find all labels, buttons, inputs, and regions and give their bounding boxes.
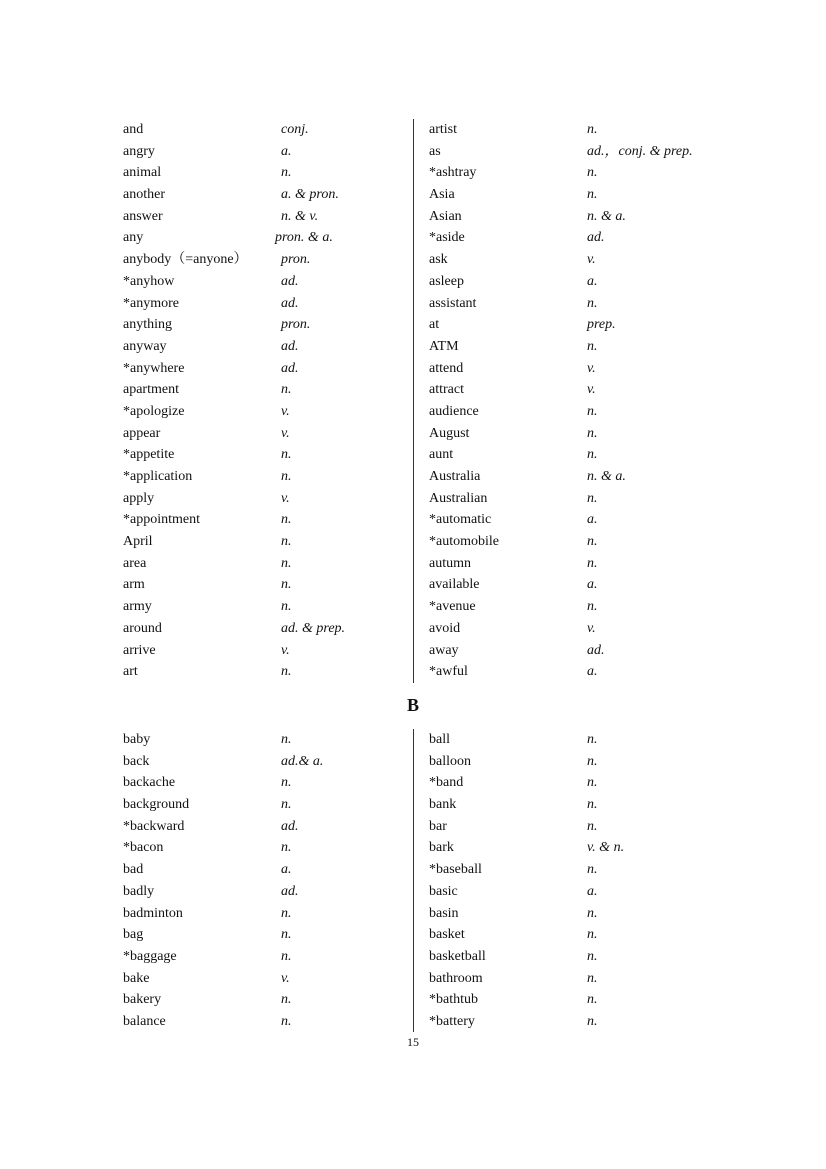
entry-word: anything xyxy=(123,317,172,333)
entry-row xyxy=(429,379,719,401)
part-of-speech: ad. xyxy=(281,338,299,354)
part-of-speech: n. xyxy=(281,1013,292,1029)
part-of-speech: ad. xyxy=(281,818,299,834)
entry-word: any xyxy=(123,230,144,246)
part-of-speech: n. xyxy=(281,797,292,813)
part-of-speech: a. xyxy=(587,273,598,289)
entry-word: Asia xyxy=(429,187,455,203)
part-of-speech: n. xyxy=(587,992,598,1008)
entry-word: answer xyxy=(123,208,163,224)
entry-row xyxy=(123,336,403,358)
entry-row xyxy=(123,227,403,249)
entry-row xyxy=(429,227,719,249)
right-column xyxy=(429,729,719,1033)
entry-row xyxy=(123,423,403,445)
entry-row xyxy=(123,903,403,925)
part-of-speech: n. xyxy=(587,338,598,354)
entry-row xyxy=(123,661,403,683)
entry-word: bakery xyxy=(123,992,162,1008)
part-of-speech: n. xyxy=(587,599,598,615)
entry-word: *anyhow xyxy=(123,273,175,289)
part-of-speech: n. xyxy=(587,295,598,311)
entry-row xyxy=(123,924,403,946)
entry-word: around xyxy=(123,620,162,636)
entry-word: apply xyxy=(123,490,155,506)
entry-row xyxy=(429,924,719,946)
entry-word: army xyxy=(123,599,152,615)
entry-word: *bacon xyxy=(123,840,164,856)
part-of-speech: n. xyxy=(587,1013,598,1029)
part-of-speech: n. xyxy=(587,818,598,834)
entry-word: *bathtub xyxy=(429,992,478,1008)
entry-word: another xyxy=(123,187,165,203)
part-of-speech: n. xyxy=(281,775,292,791)
entry-word: balance xyxy=(123,1013,166,1029)
entry-row xyxy=(123,401,403,423)
entry-word: *appetite xyxy=(123,447,175,463)
entry-word: balloon xyxy=(429,753,471,769)
entry-word: and xyxy=(123,122,144,137)
part-of-speech: n. xyxy=(587,534,598,550)
entry-row xyxy=(429,729,719,751)
entry-row xyxy=(429,119,719,141)
entry-word: apartment xyxy=(123,382,179,398)
entry-row xyxy=(123,119,403,141)
entry-row xyxy=(429,596,719,618)
part-of-speech: ad. xyxy=(587,642,605,658)
entry-row xyxy=(123,1011,403,1033)
part-of-speech: n. xyxy=(281,577,292,593)
entry-word: *apologize xyxy=(123,403,185,419)
entry-row xyxy=(123,488,403,510)
part-of-speech: n. xyxy=(281,599,292,615)
part-of-speech: ad. xyxy=(281,883,299,899)
entry-row xyxy=(429,271,719,293)
entry-word: available xyxy=(429,577,480,593)
entry-row xyxy=(429,751,719,773)
entry-row xyxy=(123,141,403,163)
entry-word: August xyxy=(429,425,470,441)
entry-word: baby xyxy=(123,732,151,747)
part-of-speech: a. xyxy=(281,143,292,159)
part-of-speech: n. xyxy=(281,382,292,398)
entry-word: badminton xyxy=(123,905,183,921)
entry-row xyxy=(123,946,403,968)
part-of-speech: n. xyxy=(587,775,598,791)
entry-row xyxy=(123,640,403,662)
left-column xyxy=(123,119,403,683)
part-of-speech: n. xyxy=(281,555,292,571)
part-of-speech: v. xyxy=(281,490,290,506)
entry-word: basket xyxy=(429,927,465,943)
entry-word: basic xyxy=(429,883,458,899)
entry-row xyxy=(429,206,719,228)
entry-row xyxy=(429,661,719,683)
entry-row xyxy=(429,358,719,380)
entry-row xyxy=(429,249,719,271)
entry-row xyxy=(123,989,403,1011)
column-divider xyxy=(413,119,414,683)
entry-word: back xyxy=(123,753,150,769)
entry-word: aunt xyxy=(429,447,454,463)
part-of-speech: n. xyxy=(281,165,292,181)
entry-row xyxy=(429,989,719,1011)
part-of-speech: pron. xyxy=(281,252,311,268)
entry-row xyxy=(123,729,403,751)
entry-word: angry xyxy=(123,143,155,159)
entry-word: audience xyxy=(429,403,479,419)
part-of-speech: pron. xyxy=(281,317,311,333)
part-of-speech: n. xyxy=(281,948,292,964)
column-divider xyxy=(413,729,414,1032)
entry-word: Australia xyxy=(429,469,481,484)
part-of-speech: n. xyxy=(587,862,598,878)
part-of-speech: n. xyxy=(587,447,598,463)
entry-word: bad xyxy=(123,862,144,878)
entry-word: area xyxy=(123,555,147,571)
part-of-speech: a. xyxy=(587,512,598,528)
entry-word: *backward xyxy=(123,818,185,834)
entry-word: background xyxy=(123,797,190,813)
entry-row xyxy=(123,379,403,401)
entry-row xyxy=(429,618,719,640)
entry-word: ball xyxy=(429,732,450,747)
entry-row xyxy=(123,794,403,816)
part-of-speech: n. xyxy=(281,992,292,1008)
entry-row xyxy=(123,444,403,466)
part-of-speech: n. xyxy=(587,187,598,203)
right-column xyxy=(429,119,719,683)
entry-row xyxy=(429,816,719,838)
entry-word: ask xyxy=(429,252,448,268)
part-of-speech: n. xyxy=(587,905,598,921)
entry-word: animal xyxy=(123,165,162,181)
part-of-speech: n. xyxy=(587,490,598,506)
entry-word: *ashtray xyxy=(429,165,477,181)
entry-word: *anywhere xyxy=(123,360,185,376)
part-of-speech: v. xyxy=(587,620,596,636)
part-of-speech: ad. xyxy=(281,360,299,376)
entry-word: *awful xyxy=(429,664,468,680)
entry-word: anybody（=anyone） xyxy=(123,252,248,268)
entry-row xyxy=(429,401,719,423)
part-of-speech: a. xyxy=(587,883,598,899)
part-of-speech: n. xyxy=(587,927,598,943)
entry-row xyxy=(123,837,403,859)
entry-row xyxy=(123,881,403,903)
part-of-speech: n. xyxy=(281,664,292,680)
entry-word: away xyxy=(429,642,459,658)
part-of-speech: prep. xyxy=(587,317,616,333)
section-heading-b: B xyxy=(406,695,419,715)
part-of-speech: conj. xyxy=(281,122,309,137)
entry-word: *avenue xyxy=(429,599,476,615)
part-of-speech: n. xyxy=(587,555,598,571)
entry-word: basin xyxy=(429,905,459,921)
entry-word: bar xyxy=(429,818,447,834)
entry-word: basketball xyxy=(429,948,486,964)
entry-row xyxy=(123,751,403,773)
entry-row xyxy=(429,881,719,903)
part-of-speech: n. xyxy=(281,840,292,856)
part-of-speech: n. xyxy=(587,403,598,419)
entry-word: artist xyxy=(429,122,457,137)
part-of-speech: n. xyxy=(587,425,598,441)
entry-word: assistant xyxy=(429,295,477,311)
part-of-speech: n. xyxy=(281,447,292,463)
part-of-speech: v. xyxy=(281,403,290,419)
entry-row xyxy=(429,293,719,315)
entry-row xyxy=(123,206,403,228)
entry-row xyxy=(123,618,403,640)
entry-row xyxy=(123,531,403,553)
part-of-speech: ad. xyxy=(587,230,605,246)
entry-row xyxy=(429,1011,719,1033)
entry-row xyxy=(429,314,719,336)
part-of-speech: n. xyxy=(587,732,598,747)
page-number: 15 xyxy=(407,1035,419,1049)
part-of-speech: a. xyxy=(281,862,292,878)
entry-word: *baseball xyxy=(429,862,482,878)
entry-word: Australian xyxy=(429,490,488,506)
part-of-speech: n. xyxy=(587,797,598,813)
entry-row xyxy=(429,794,719,816)
entry-row xyxy=(123,293,403,315)
part-of-speech: n. & a. xyxy=(587,208,626,224)
entry-word: *automatic xyxy=(429,512,492,528)
part-of-speech: ad. & prep. xyxy=(281,620,346,636)
part-of-speech: n. xyxy=(281,905,292,921)
part-of-speech: a. & pron. xyxy=(281,187,339,203)
entry-word: April xyxy=(123,534,153,550)
entry-row xyxy=(123,509,403,531)
entry-row xyxy=(123,271,403,293)
part-of-speech: ad. xyxy=(281,295,299,311)
entry-word: badly xyxy=(123,883,155,899)
part-of-speech: v. xyxy=(587,360,596,376)
part-of-speech: ad.& a. xyxy=(281,753,324,769)
entry-row xyxy=(429,968,719,990)
part-of-speech: n. xyxy=(587,753,598,769)
entry-row xyxy=(429,488,719,510)
part-of-speech: n. xyxy=(587,970,598,986)
entry-word: *baggage xyxy=(123,948,177,964)
entry-word: attract xyxy=(429,382,464,398)
part-of-speech: ad.，conj. & prep. xyxy=(587,143,693,159)
entry-row xyxy=(123,358,403,380)
part-of-speech: n. & a. xyxy=(587,469,626,484)
entry-word: *aside xyxy=(429,230,465,246)
entry-row xyxy=(429,444,719,466)
entry-row xyxy=(429,141,719,163)
part-of-speech: n. xyxy=(281,927,292,943)
entry-row xyxy=(429,162,719,184)
entry-row xyxy=(123,314,403,336)
entry-row xyxy=(429,531,719,553)
entry-row xyxy=(429,509,719,531)
entry-row xyxy=(123,596,403,618)
entry-row xyxy=(429,903,719,925)
part-of-speech: a. xyxy=(587,664,598,680)
part-of-speech: v. xyxy=(587,382,596,398)
entry-row xyxy=(429,640,719,662)
entry-word: bark xyxy=(429,840,454,856)
part-of-speech: a. xyxy=(587,577,598,593)
entry-row xyxy=(123,466,403,488)
entry-row xyxy=(429,336,719,358)
part-of-speech: pron. & a. xyxy=(275,230,333,246)
entry-word: *application xyxy=(123,469,193,484)
part-of-speech: v. xyxy=(281,425,290,441)
part-of-speech: n. xyxy=(587,948,598,964)
entry-word: bag xyxy=(123,927,144,943)
part-of-speech: v. xyxy=(281,642,290,658)
entry-word: *battery xyxy=(429,1013,475,1029)
entry-word: anyway xyxy=(123,338,167,354)
entry-word: arm xyxy=(123,577,145,593)
entry-row xyxy=(123,184,403,206)
entry-word: arrive xyxy=(123,642,156,658)
entry-row xyxy=(123,816,403,838)
entry-word: avoid xyxy=(429,620,461,636)
entry-word: as xyxy=(429,143,441,159)
entry-word: backache xyxy=(123,775,176,791)
entry-word: *appointment xyxy=(123,512,200,528)
entry-row xyxy=(123,968,403,990)
entry-row xyxy=(429,574,719,596)
entry-word: attend xyxy=(429,360,464,376)
part-of-speech: n. xyxy=(587,165,598,181)
entry-row xyxy=(123,553,403,575)
entry-word: art xyxy=(123,664,138,680)
entry-row xyxy=(123,574,403,596)
entry-row xyxy=(123,772,403,794)
entry-row xyxy=(429,859,719,881)
entry-row xyxy=(429,184,719,206)
part-of-speech: n. & v. xyxy=(281,208,319,224)
part-of-speech: v. & n. xyxy=(587,840,625,856)
part-of-speech: n. xyxy=(281,534,292,550)
entry-row xyxy=(429,466,719,488)
part-of-speech: v. xyxy=(587,252,596,268)
part-of-speech: ad. xyxy=(281,273,299,289)
part-of-speech: v. xyxy=(281,970,290,986)
entry-word: bake xyxy=(123,970,150,986)
part-of-speech: n. xyxy=(587,122,598,137)
entry-word: bathroom xyxy=(429,970,483,986)
entry-row xyxy=(123,249,403,271)
entry-row xyxy=(123,859,403,881)
entry-word: *anymore xyxy=(123,295,179,311)
part-of-speech: n. xyxy=(281,469,292,484)
part-of-speech: n. xyxy=(281,732,292,747)
left-column xyxy=(123,729,403,1033)
entry-word: at xyxy=(429,317,440,333)
entry-row xyxy=(429,837,719,859)
entry-row xyxy=(429,423,719,445)
entry-row xyxy=(123,162,403,184)
entry-word: autumn xyxy=(429,555,471,571)
entry-word: asleep xyxy=(429,273,464,289)
entry-word: ATM xyxy=(429,338,459,354)
entry-word: appear xyxy=(123,425,161,441)
part-of-speech: n. xyxy=(281,512,292,528)
entry-word: *band xyxy=(429,775,464,791)
entry-word: bank xyxy=(429,797,457,813)
entry-word: Asian xyxy=(429,208,462,224)
entry-row xyxy=(429,946,719,968)
entry-row xyxy=(429,553,719,575)
entry-row xyxy=(429,772,719,794)
entry-word: *automobile xyxy=(429,534,499,550)
